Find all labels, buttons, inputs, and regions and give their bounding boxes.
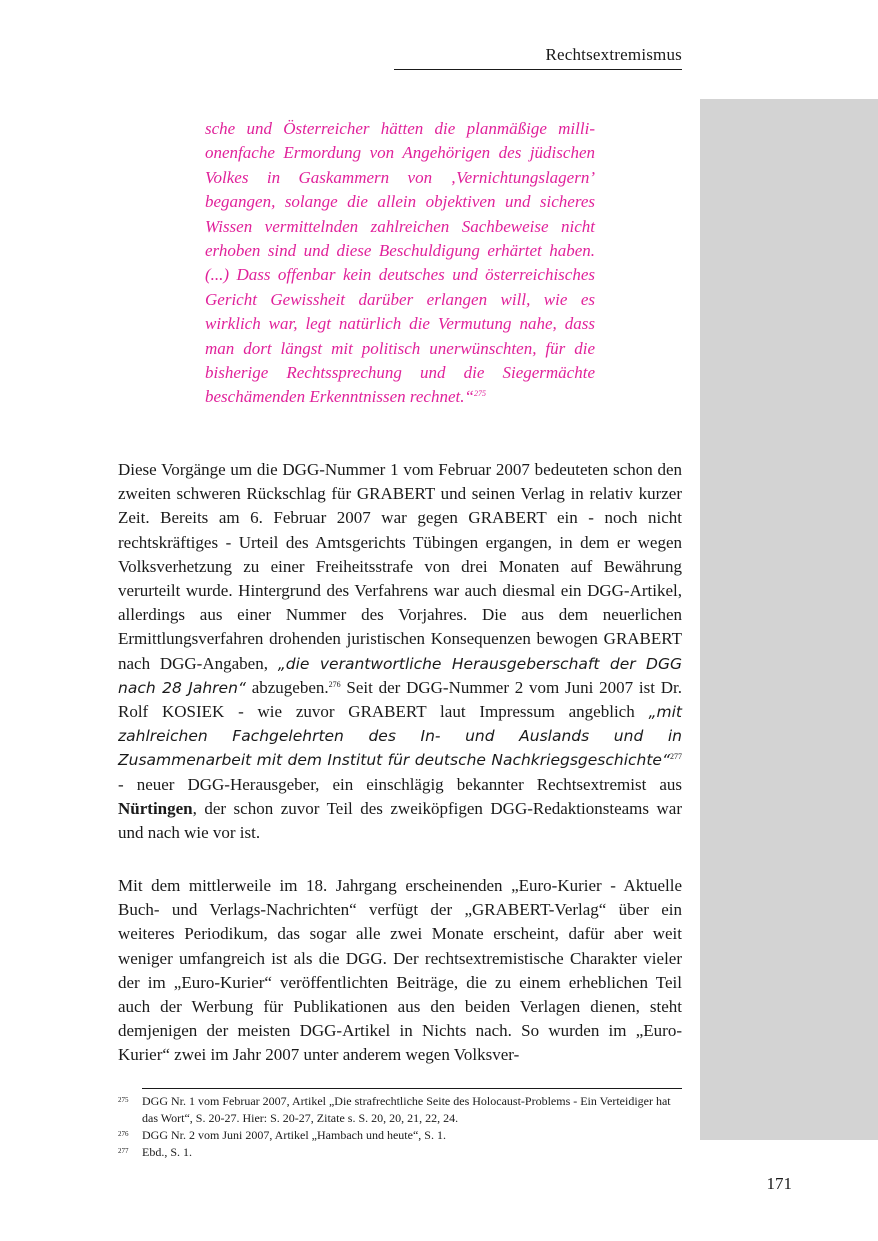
quote-text: sche und Österreicher hätten die planmäßige millionenfache Ermordung von Angehörigen des jüdischen Volkes in Gaskammern von ‚Vernichtungslagern’ begangen, solange die allein objektiven und sicheres Wissen vermittelnden zahlreichen Sachbeweise nicht erhoben sind und diese Beschuldigung erhärtet haben. (...) Dass offenbar kein deutsches und österreichisches Gericht Gewissheit darüber erlangen will, wie es wirklich war, legt natürlich die Vermutung nahe, dass man dort längst mit politisch unerwünschten, für die bisherige Rechtssprechung und die Siegermächte beschämenden Erkenntnissen rechnet.“ xyxy=(205,119,595,407)
footnote-ref-276[interactable]: 276 xyxy=(328,679,341,689)
paragraph-text xyxy=(118,458,682,845)
inline-quote-2: „mit zahlreichen Fachgelehrten des In- und Auslands und in Zusammenarbeit mit dem Institut für deutsche Nachkriegsgeschichte“ xyxy=(118,703,682,770)
footnote-number: 276 xyxy=(118,1130,129,1138)
header-rule xyxy=(394,69,682,70)
footnote-number: 275 xyxy=(118,1096,129,1104)
footnote-ref-275[interactable]: 275 xyxy=(473,389,486,399)
text-segment: Diese Vorgänge um die DGG-Nummer 1 vom Februar 2007 bedeuteten schon den zweiten schweren Rückschlag für GRABERT und seinen Verlag in relativ kurzer Zeit. Bereits am 6. Februar 2007 war gegen GRABERT ein - noch nicht rechtskräftiges - Urteil des Amtsgerichts Tübingen ergangen, in dem er wegen Volksverhetzung zu einer Freiheitsstrafe von drei Monaten auf Bewährung verurteilt wurde. Hintergrund des Verfahrens war auch diesmal ein DGG-Artikel, allerdings aus einer Nummer des Vorjahres. Die aus dem neuerlichen Ermittlungsverfahren drohenden juristischen Konsequenzen bewogen GRABERT nach DGG-Angaben, xyxy=(118,460,682,673)
body-paragraph-2 xyxy=(118,874,682,1068)
quote-paragraph xyxy=(205,117,595,410)
block-quote xyxy=(205,117,595,410)
text-segment: - neuer DGG-Herausgeber, ein einschlägig bekannter Rechtsextremist aus xyxy=(118,774,682,794)
footnote-276 xyxy=(118,1127,682,1144)
paragraph-text: Mit dem mittlerweile im 18. Jahrgang erscheinenden „Euro-Kurier - Aktuelle Buch- und Verlags-Nachrichten“ verfügt der „GRABERT-Verlag“ über ein weiteres Periodikum, das sogar alle zwei Monate erscheint, dafür aber weit weniger umfangreich ist als die DGG. Der rechtsextremistische Charakter vieler der im „Euro-Kurier“ veröffentlichten Beiträge, die zu einem erheblichen Teil auch der Werbung für Publikationen aus den beiden Verlagen dienen, steht demjenigen der meisten DGG-Artikel in Nichts nach. So wurden im „Euro-Kurier“ zwei im Jahr 2007 unter anderem wegen Volksver- xyxy=(118,876,682,1065)
body-paragraph-1 xyxy=(118,458,682,845)
footnote-number: 277 xyxy=(118,1147,129,1155)
footnote-text: DGG Nr. 2 vom Juni 2007, Artikel „Hambach und heute“, S. 1. xyxy=(142,1128,446,1142)
page-number: 171 xyxy=(766,1174,792,1193)
text-segment: abzugeben. xyxy=(245,677,329,697)
footnote-277 xyxy=(118,1144,682,1161)
running-head: Rechtsextremismus xyxy=(545,45,682,64)
text-segment: Seit der DGG-Nummer 2 vom Juni 2007 ist Dr. Rolf KOSIEK - wie zuvor GRABERT laut Impressum angeblich xyxy=(118,677,682,722)
footnote-275 xyxy=(118,1093,682,1127)
inline-quote-1: „die verantwortliche Herausgeberschaft der DGG nach 28 Jahren“ xyxy=(118,654,682,697)
text-segment: , der schon zuvor Teil des zweiköpfigen DGG-Redaktionsteams war und nach wie vor ist. xyxy=(118,798,682,843)
footnote-ref-277[interactable]: 277 xyxy=(670,752,682,762)
footnote-text: Ebd., S. 1. xyxy=(142,1145,193,1159)
footnote-rule xyxy=(142,1088,682,1089)
margin-bar xyxy=(700,99,878,1140)
footnotes xyxy=(118,1093,682,1161)
place-name: Nürtingen xyxy=(118,798,193,818)
footnote-text: DGG Nr. 1 vom Februar 2007, Artikel „Die strafrechtliche Seite des Holocaust-Problems - Ein Verteidiger hat das Wort“, S. 20-27. Hier: S. 20-27, Zitate s. S. 20, 20, 21, 22, 24. xyxy=(142,1094,671,1125)
